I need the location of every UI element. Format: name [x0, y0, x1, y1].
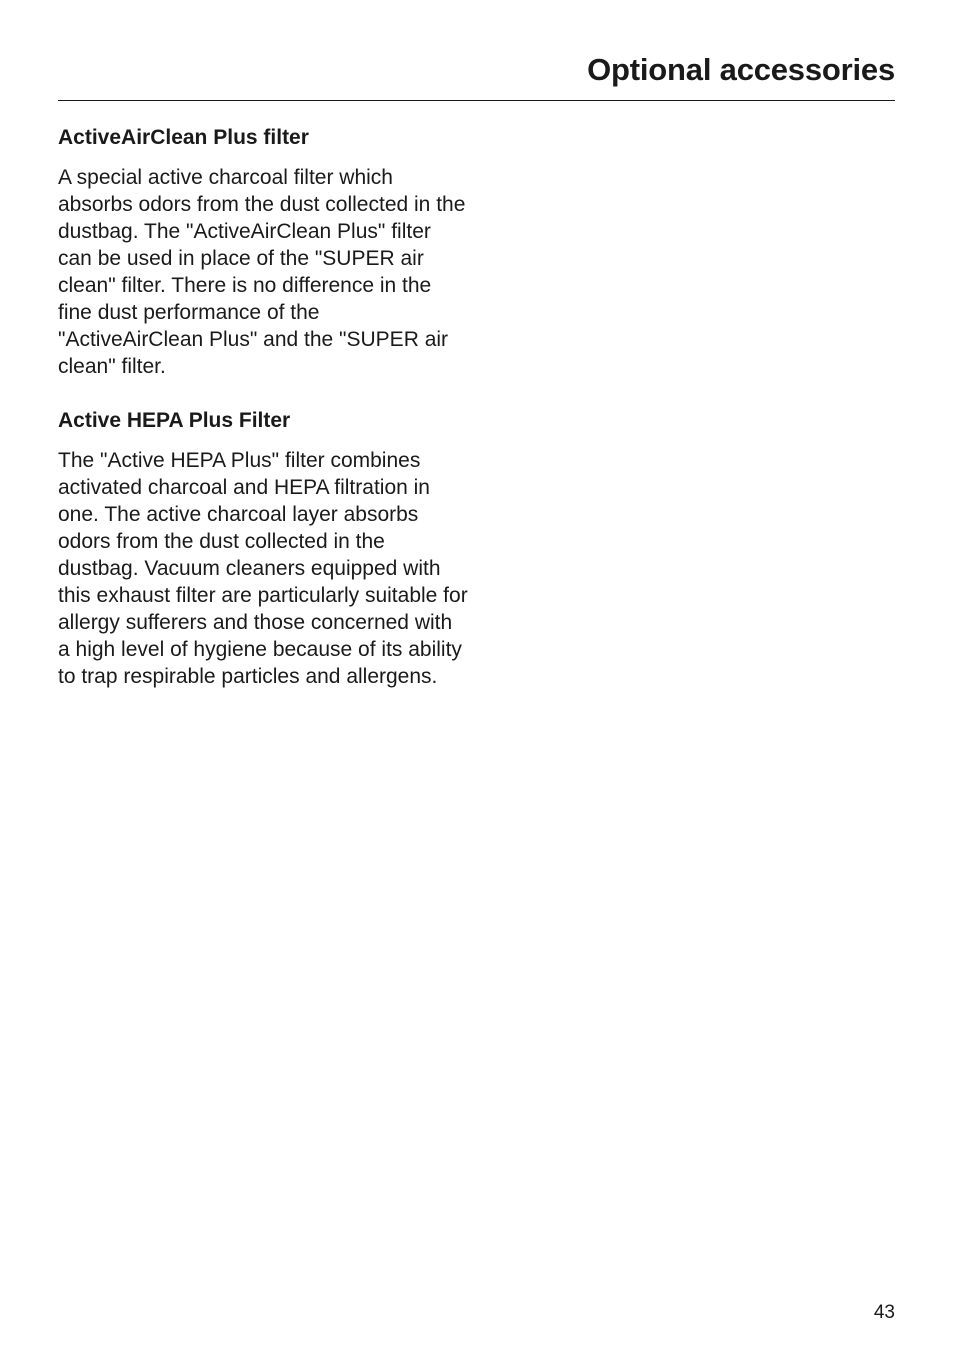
- section-active-hepa: [58, 406, 468, 690]
- section-heading: Active HEPA Plus Filter: [58, 409, 291, 432]
- section-activeairclean: [58, 123, 468, 380]
- main-content: [58, 123, 468, 690]
- section-body: A special active charcoal filter which absorbs odors from the dust collected in the dustbag. The "ActiveAirClean Plus" filter can be used in place of the "SUPER air clean" filter. There is no difference in the fine dust performance of the "ActiveAirClean Plus" and the "SUPER air clean" filter.: [58, 166, 466, 378]
- page-number: 43: [873, 1302, 895, 1323]
- section-heading: ActiveAirClean Plus filter: [58, 126, 309, 149]
- section-body: The "Active HEPA Plus" filter combines activated charcoal and HEPA filtration in one. The active charcoal layer absorbs odors from the dust collected in the dustbag. Vacuum cleaners equipped with this exhaust filter are particularly suitable for allergy sufferers and those concerned with a high level of hygiene because of its ability to trap respirable particles and allergens.: [58, 449, 468, 688]
- page-title: Optional accessories: [587, 52, 895, 87]
- title-divider: [58, 100, 895, 101]
